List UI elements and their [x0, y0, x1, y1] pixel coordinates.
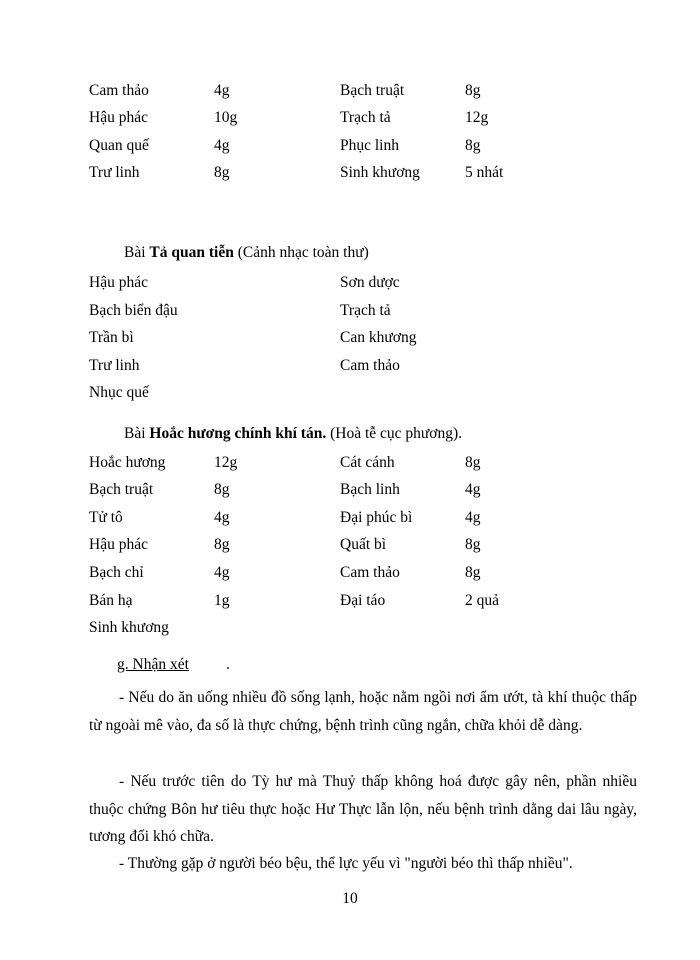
- herb-name: Hoắc hương: [89, 454, 166, 471]
- herb-name: Phục linh: [340, 137, 399, 154]
- herb-dose: 4g: [214, 137, 230, 154]
- herb-name: Cam thảo: [89, 82, 149, 99]
- table-row: [0, 617, 700, 639]
- herb-name: Quan quế: [89, 137, 149, 154]
- table-row: [0, 272, 700, 294]
- paragraph: [89, 850, 637, 878]
- herb-name: Can khương: [340, 329, 417, 346]
- herb-name: Sơn dược: [340, 274, 400, 291]
- section-title-suffix: .: [226, 656, 230, 673]
- herb-name: Sinh khương: [89, 619, 169, 636]
- herb-dose: 8g: [214, 536, 230, 553]
- herb-name: Cát cánh: [340, 454, 395, 471]
- herb-dose: 8g: [465, 536, 481, 553]
- table-row: [0, 534, 700, 556]
- table-row: [0, 107, 700, 129]
- herb-name: Cam thảo: [340, 357, 400, 374]
- herb-name: Nhục quế: [89, 384, 149, 401]
- herb-dose: 12g: [465, 109, 489, 126]
- herb-dose: 2 quả: [465, 592, 500, 609]
- herb-name: Cam thảo: [340, 564, 400, 581]
- herb-name: Trư linh: [89, 164, 140, 181]
- formula-prefix: Bài: [124, 425, 150, 442]
- table-row: [0, 300, 700, 322]
- herb-dose: 4g: [465, 481, 481, 498]
- table-row: [0, 80, 700, 102]
- herb-name: Trạch tả: [340, 302, 391, 319]
- table-row: [0, 135, 700, 157]
- page-number: 10: [342, 890, 358, 907]
- section-title-text: g. Nhận xét: [117, 656, 189, 673]
- herb-dose: 8g: [214, 164, 230, 181]
- table-row: [0, 562, 700, 584]
- herb-dose: 8g: [465, 137, 481, 154]
- paragraph-text: - Nếu trước tiên do Tỳ hư mà Thuỷ thấp không hoá được gây nên, phần nhiều thuộc chứng Bôn hư tiêu thực hoặc Hư Thực lẫn lộn, nếu bệnh trình dằng dai lâu ngày, tương đối khó chữa.: [89, 773, 637, 845]
- section-title: [117, 656, 189, 674]
- herb-name: Bán hạ: [89, 592, 133, 609]
- formula-name: Tả quan tiễn: [149, 244, 234, 261]
- herb-name: Bạch chỉ: [89, 564, 144, 581]
- herb-name: Đại phúc bì: [340, 509, 413, 526]
- table-row: [0, 327, 700, 349]
- herb-dose: 4g: [465, 509, 481, 526]
- table-row: [0, 382, 700, 404]
- herb-name: Sinh khương: [340, 164, 420, 181]
- herb-dose: 10g: [214, 109, 238, 126]
- herb-dose: 4g: [214, 564, 230, 581]
- herb-dose: 5 nhát: [465, 164, 504, 181]
- herb-name: Bạch truật: [89, 481, 154, 498]
- herb-dose: 4g: [214, 509, 230, 526]
- herb-dose: 8g: [214, 481, 230, 498]
- formula-prefix: Bài: [124, 244, 150, 261]
- table-row: [0, 479, 700, 501]
- table-row: [0, 590, 700, 612]
- herb-dose: 4g: [214, 82, 230, 99]
- formula-source: (Hoà tễ cục phương).: [326, 425, 463, 442]
- formula3-heading: [124, 425, 462, 443]
- paragraph: [89, 768, 637, 851]
- herb-name: Quất bì: [340, 536, 387, 553]
- table-row: [0, 507, 700, 529]
- table-row: [0, 452, 700, 474]
- formula2-heading: [124, 244, 369, 262]
- herb-name: Trần bì: [89, 329, 134, 346]
- herb-name: Bạch linh: [340, 481, 400, 498]
- herb-name: Bạch truật: [340, 82, 405, 99]
- herb-name: Tử tô: [89, 509, 123, 526]
- herb-name: Hậu phác: [89, 274, 148, 291]
- herb-name: Trạch tả: [340, 109, 391, 126]
- table-row: [0, 355, 700, 377]
- herb-dose: 12g: [214, 454, 238, 471]
- herb-name: Hậu phác: [89, 109, 148, 126]
- herb-name: Trư linh: [89, 357, 140, 374]
- herb-dose: 1g: [214, 592, 230, 609]
- herb-dose: 8g: [465, 82, 481, 99]
- herb-dose: 8g: [465, 564, 481, 581]
- paragraph-text: - Thường gặp ở người béo bệu, thể lực yếu vì "người béo thì thấp nhiều".: [119, 855, 573, 872]
- paragraph: [89, 684, 637, 739]
- herb-name: Bạch biển đậu: [89, 302, 178, 319]
- herb-dose: 8g: [465, 454, 481, 471]
- formula-name: Hoắc hương chính khí tán.: [149, 425, 327, 442]
- formula-source: (Cảnh nhạc toàn thư): [233, 244, 369, 261]
- herb-name: Đại táo: [340, 592, 386, 609]
- herb-name: Hậu phác: [89, 536, 148, 553]
- table-row: [0, 162, 700, 184]
- paragraph-text: - Nếu do ăn uống nhiều đồ sống lạnh, hoặc nằm ngồi nơi ẩm ướt, tà khí thuộc thấp từ ngoài mê vào, đa số là thực chứng, bệnh trình cũng ngắn, chữa khỏi dễ dàng.: [89, 689, 637, 734]
